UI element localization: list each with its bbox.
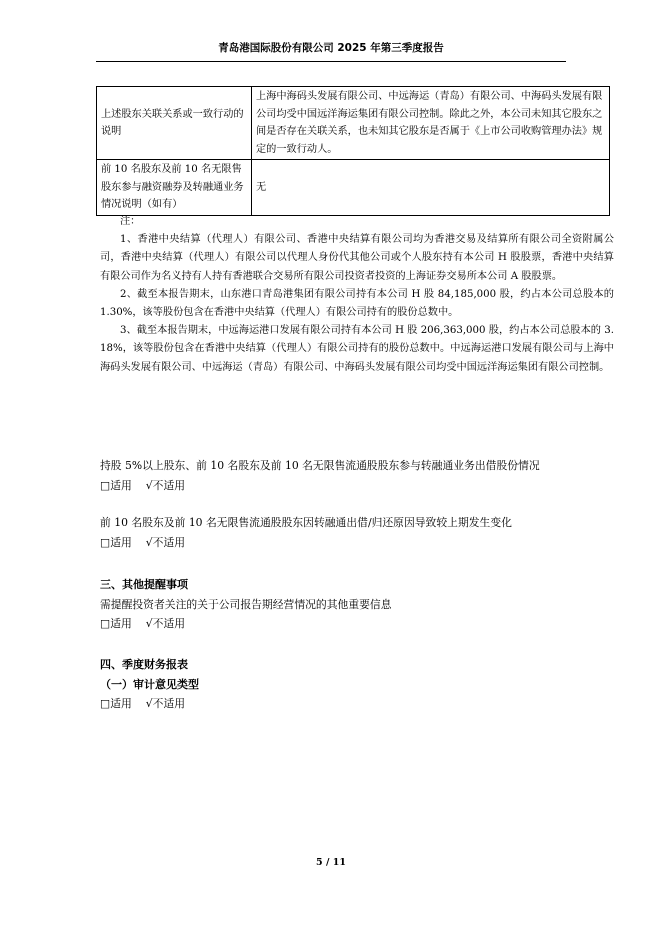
section-heading: 三、其他提醒事项 xyxy=(100,578,188,591)
reminders-checkbox-row xyxy=(100,614,392,634)
applicable-checkbox[interactable]: □适用 xyxy=(100,617,132,630)
audit-checkbox-row xyxy=(100,694,199,714)
change-text: 前 10 名股东及前 10 名无限售流通股股东因转融通出借/归还原因导致较上期发生变化 xyxy=(100,516,512,529)
section-subheading: （一）审计意见类型 xyxy=(100,677,199,691)
table-cell-label: 前 10 名股东及前 10 名无限售股东参与融资融券及转融通业务情况说明（如有） xyxy=(97,160,252,216)
lending-section xyxy=(100,456,540,495)
table-row xyxy=(97,87,610,160)
change-section xyxy=(100,513,512,552)
lending-text: 持股 5%以上股东、前 10 名股东及前 10 名无限售流通股股东参与转融通业务出借股份情况 xyxy=(100,459,540,472)
report-header: 青岛港国际股份有限公司 2025 年第三季度报告 xyxy=(218,42,444,54)
notes-label: 注： xyxy=(120,216,141,227)
applicable-checkbox[interactable]: □适用 xyxy=(100,478,132,492)
financial-statements-section xyxy=(100,655,199,714)
not-applicable-checkbox[interactable]: √不适用 xyxy=(145,478,186,492)
not-applicable-checkbox[interactable]: √不适用 xyxy=(145,617,186,630)
note-item: 3、截至本报告期末，中远海运港口发展有限公司持有本公司 H 股 206,363,000 股，约占本公司总股本的 3.18%，该等股份包含在香港中央结算（代理人）有限公司持有的股份总数中。中远海运港口发展有限公司与上海中海码头发展有限公司、中远海运（青岛）有限公司、中海码头发展有限公司均受中国远洋海运集团有限公司控制。 xyxy=(100,325,614,373)
table-row xyxy=(97,160,610,216)
change-checkbox-row xyxy=(100,533,512,553)
not-applicable-checkbox[interactable]: √不适用 xyxy=(145,535,186,549)
section-text: 需提醒投资者关注的关于公司报告期经营情况的其他重要信息 xyxy=(100,597,392,611)
table-cell-value: 上海中海码头发展有限公司、中远海运（青岛）有限公司、中海码头发展有限公司均受中国远洋海运集团有限公司控制。除此之外，本公司未知其它股东之间是否存在关联关系，也未知其它股东是否属于《上市公司收购管理办法》规定的一致行动人。 xyxy=(252,87,610,160)
page-number: 5 / 11 xyxy=(316,857,346,868)
applicable-checkbox[interactable]: □适用 xyxy=(100,535,132,549)
note-item: 1、香港中央结算（代理人）有限公司、香港中央结算有限公司均为香港交易及结算所有限公司全资附属公司，香港中央结算（代理人）有限公司以代理人身份代其他公司或个人股东持有本公司 H 股股票，香港中央结算有限公司作为名义持有人持有香港联合交易所有限公司投资者投资的上海证券交易所本公司 A 股股票。 xyxy=(100,234,614,282)
header-rule xyxy=(96,61,566,62)
lending-checkbox-row xyxy=(100,476,540,496)
section-heading: 四、季度财务报表 xyxy=(100,658,188,671)
applicable-checkbox[interactable]: □适用 xyxy=(100,697,132,710)
table-cell-label: 上述股东关联关系或一致行动的说明 xyxy=(97,87,252,160)
other-reminders-section xyxy=(100,575,392,634)
table-cell-value: 无 xyxy=(252,160,610,216)
not-applicable-checkbox[interactable]: √不适用 xyxy=(145,697,186,710)
shareholder-relation-table xyxy=(96,86,610,216)
notes-block xyxy=(100,213,614,377)
note-item: 2、截至本报告期末，山东港口青岛港集团有限公司持有本公司 H 股 84,185,000 股，约占本公司总股本的 1.30%，该等股份包含在香港中央结算（代理人）有限公司持有的股份总数中。 xyxy=(100,288,614,319)
